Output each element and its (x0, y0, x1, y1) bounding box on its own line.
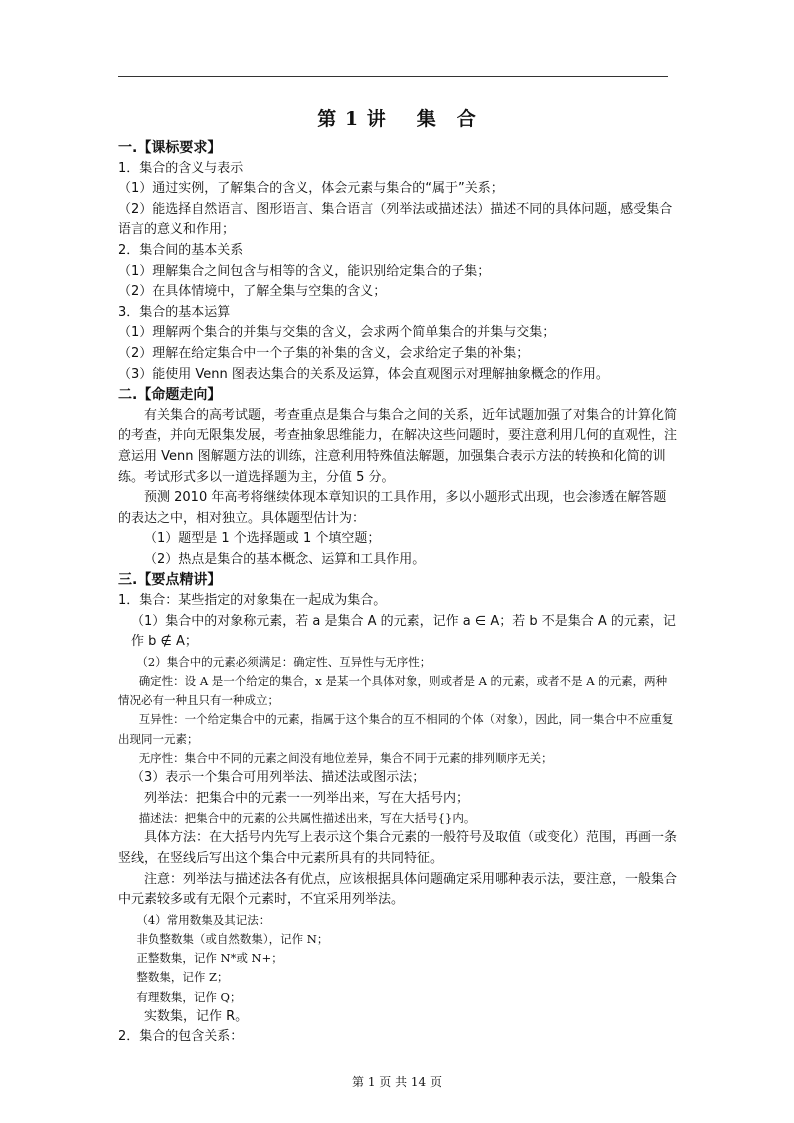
s2-paragraph-2: 预测 2010 年高考将继续体现本章知识的工具作用，多以小题形式出现，也会渗透在解答题的表达之中，相对独立。具体题型估计为： (118, 490, 667, 526)
s2-paragraph-1: 有关集合的高考试题，考查重点是集合与集合之间的关系，近年试题加强了对集合的计算化简的考查，并向无限集发展，考查抽象思维能力，在解决这些问题时，要注意利用几何的直观性，注意运用 Venn 图解题方法的训练，注意利用特殊值法解题，加强集合表示方法的转换和化简的训练。考试形式多以一道选择题为主，分值 5 分。 (118, 407, 678, 485)
s1-line-9: （2）理解在给定集合中一个子集的补集的含义，会求给定子集的补集； (118, 345, 530, 361)
s3-line-13: 非负整数集（或自然数集），记作 N； (136, 932, 329, 947)
s3-line-5: 互异性：一个给定集合中的元素，指属于这个集合的互不相同的个体（对象），因此，同一集合中不应重复出现同一元素； (118, 712, 674, 746)
s1-line-7: 3．集合的基本运算 (118, 304, 231, 320)
s3-line-6: 无序性：集合中不同的元素之间没有地位差异，集合不同于元素的排列顺序无关； (138, 750, 553, 765)
header-rule (118, 76, 668, 77)
s2-paragraph-3: （1）题型是 1 个选择题或 1 个填空题； (144, 531, 381, 547)
page-title (0, 104, 794, 131)
s3-line-7: （3）表示一个集合可用列举法、描述法或图示法； (131, 770, 426, 786)
title-number: 第 1 讲 (317, 108, 387, 130)
s1-line-10: （3）能使用 Venn 图表达集合的关系及运算，体会直观图示对理解抽象概念的作用。 (118, 366, 609, 382)
s3-line-16: 有理数集，记作 Q； (136, 989, 242, 1004)
s3-line-2: （1）集合中的对象称元素，若 a 是集合 A 的元素，记作 a ∈ A；若 b 不是集合 A 的元素，记作 b ∉ A； (131, 613, 676, 650)
title-text: 集 合 (416, 108, 477, 130)
section-heading-1: 一.【课标要求】 (118, 140, 222, 156)
s1-line-2: （1）通过实例，了解集合的含义，体会元素与集合的“属于”关系； (118, 181, 504, 197)
section-heading-3: 三.【要点精讲】 (118, 572, 222, 589)
s3-line-8: 列举法：把集合中的元素一一列举出来，写在大括号内； (144, 790, 470, 806)
s3-line-15: 整数集，记作 Z； (136, 970, 229, 985)
s1-line-6: （2）在具体情境中，了解全集与空集的含义； (118, 284, 387, 300)
s3-line-1: 1．集合：某些指定的对象集在一起成为集合。 (118, 593, 387, 609)
s3-line-12: （4）常用数集及其记法： (136, 912, 271, 927)
s3-line-3: （2）集合中的元素必须满足：确定性、互异性与无序性； (136, 654, 432, 669)
s1-line-8: （1）理解两个集合的并集与交集的含义，会求两个简单集合的并集与交集； (118, 325, 556, 341)
s1-line-3: （2）能选择自然语言、图形语言、集合语言（列举法或描述法）描述不同的具体问题，感受集合语言的意义和作用； (118, 201, 673, 238)
s1-line-1: 1．集合的含义与表示 (118, 160, 244, 176)
section-heading-2: 二.【命题走向】 (118, 387, 222, 404)
s3-line-10: 具体方法：在大括号内先写上表示这个集合元素的一般符号及取值（或变化）范围，再画一条竖线，在竖线后写出这个集合中元素所具有的共同特征。 (118, 830, 678, 867)
document-body (118, 138, 678, 1048)
s3-line-4: 确定性：设 A 是一个给定的集合，x 是某一个具体对象，则或者是 A 的元素，或者不是 A 的元素，两种情况必有一种且只有一种成立； (118, 674, 668, 708)
s1-line-5: （1）理解集合之间包含与相等的含义，能识别给定集合的子集； (118, 263, 491, 279)
s1-line-4: 2．集合间的基本关系 (118, 242, 244, 258)
s3-line-18: 2．集合的包含关系： (118, 1029, 244, 1045)
s3-line-9: 描述法：把集合中的元素的公共属性描述出来，写在大括号{}内。 (138, 811, 476, 826)
page-footer: 第 1 页 共 14 页 (352, 1075, 442, 1089)
s3-line-14: 正整数集，记作 N*或 N+； (136, 951, 283, 966)
s3-line-11: 注意：列举法与描述法各有优点，应该根据具体问题确定采用哪种表示法，要注意，一般集合中元素较多或有无限个元素时，不宜采用列举法。 (118, 871, 678, 908)
s3-line-17: 实数集，记作 R。 (144, 1008, 249, 1024)
s2-paragraph-4: （2）热点是集合的基本概念、运算和工具作用。 (144, 551, 426, 567)
